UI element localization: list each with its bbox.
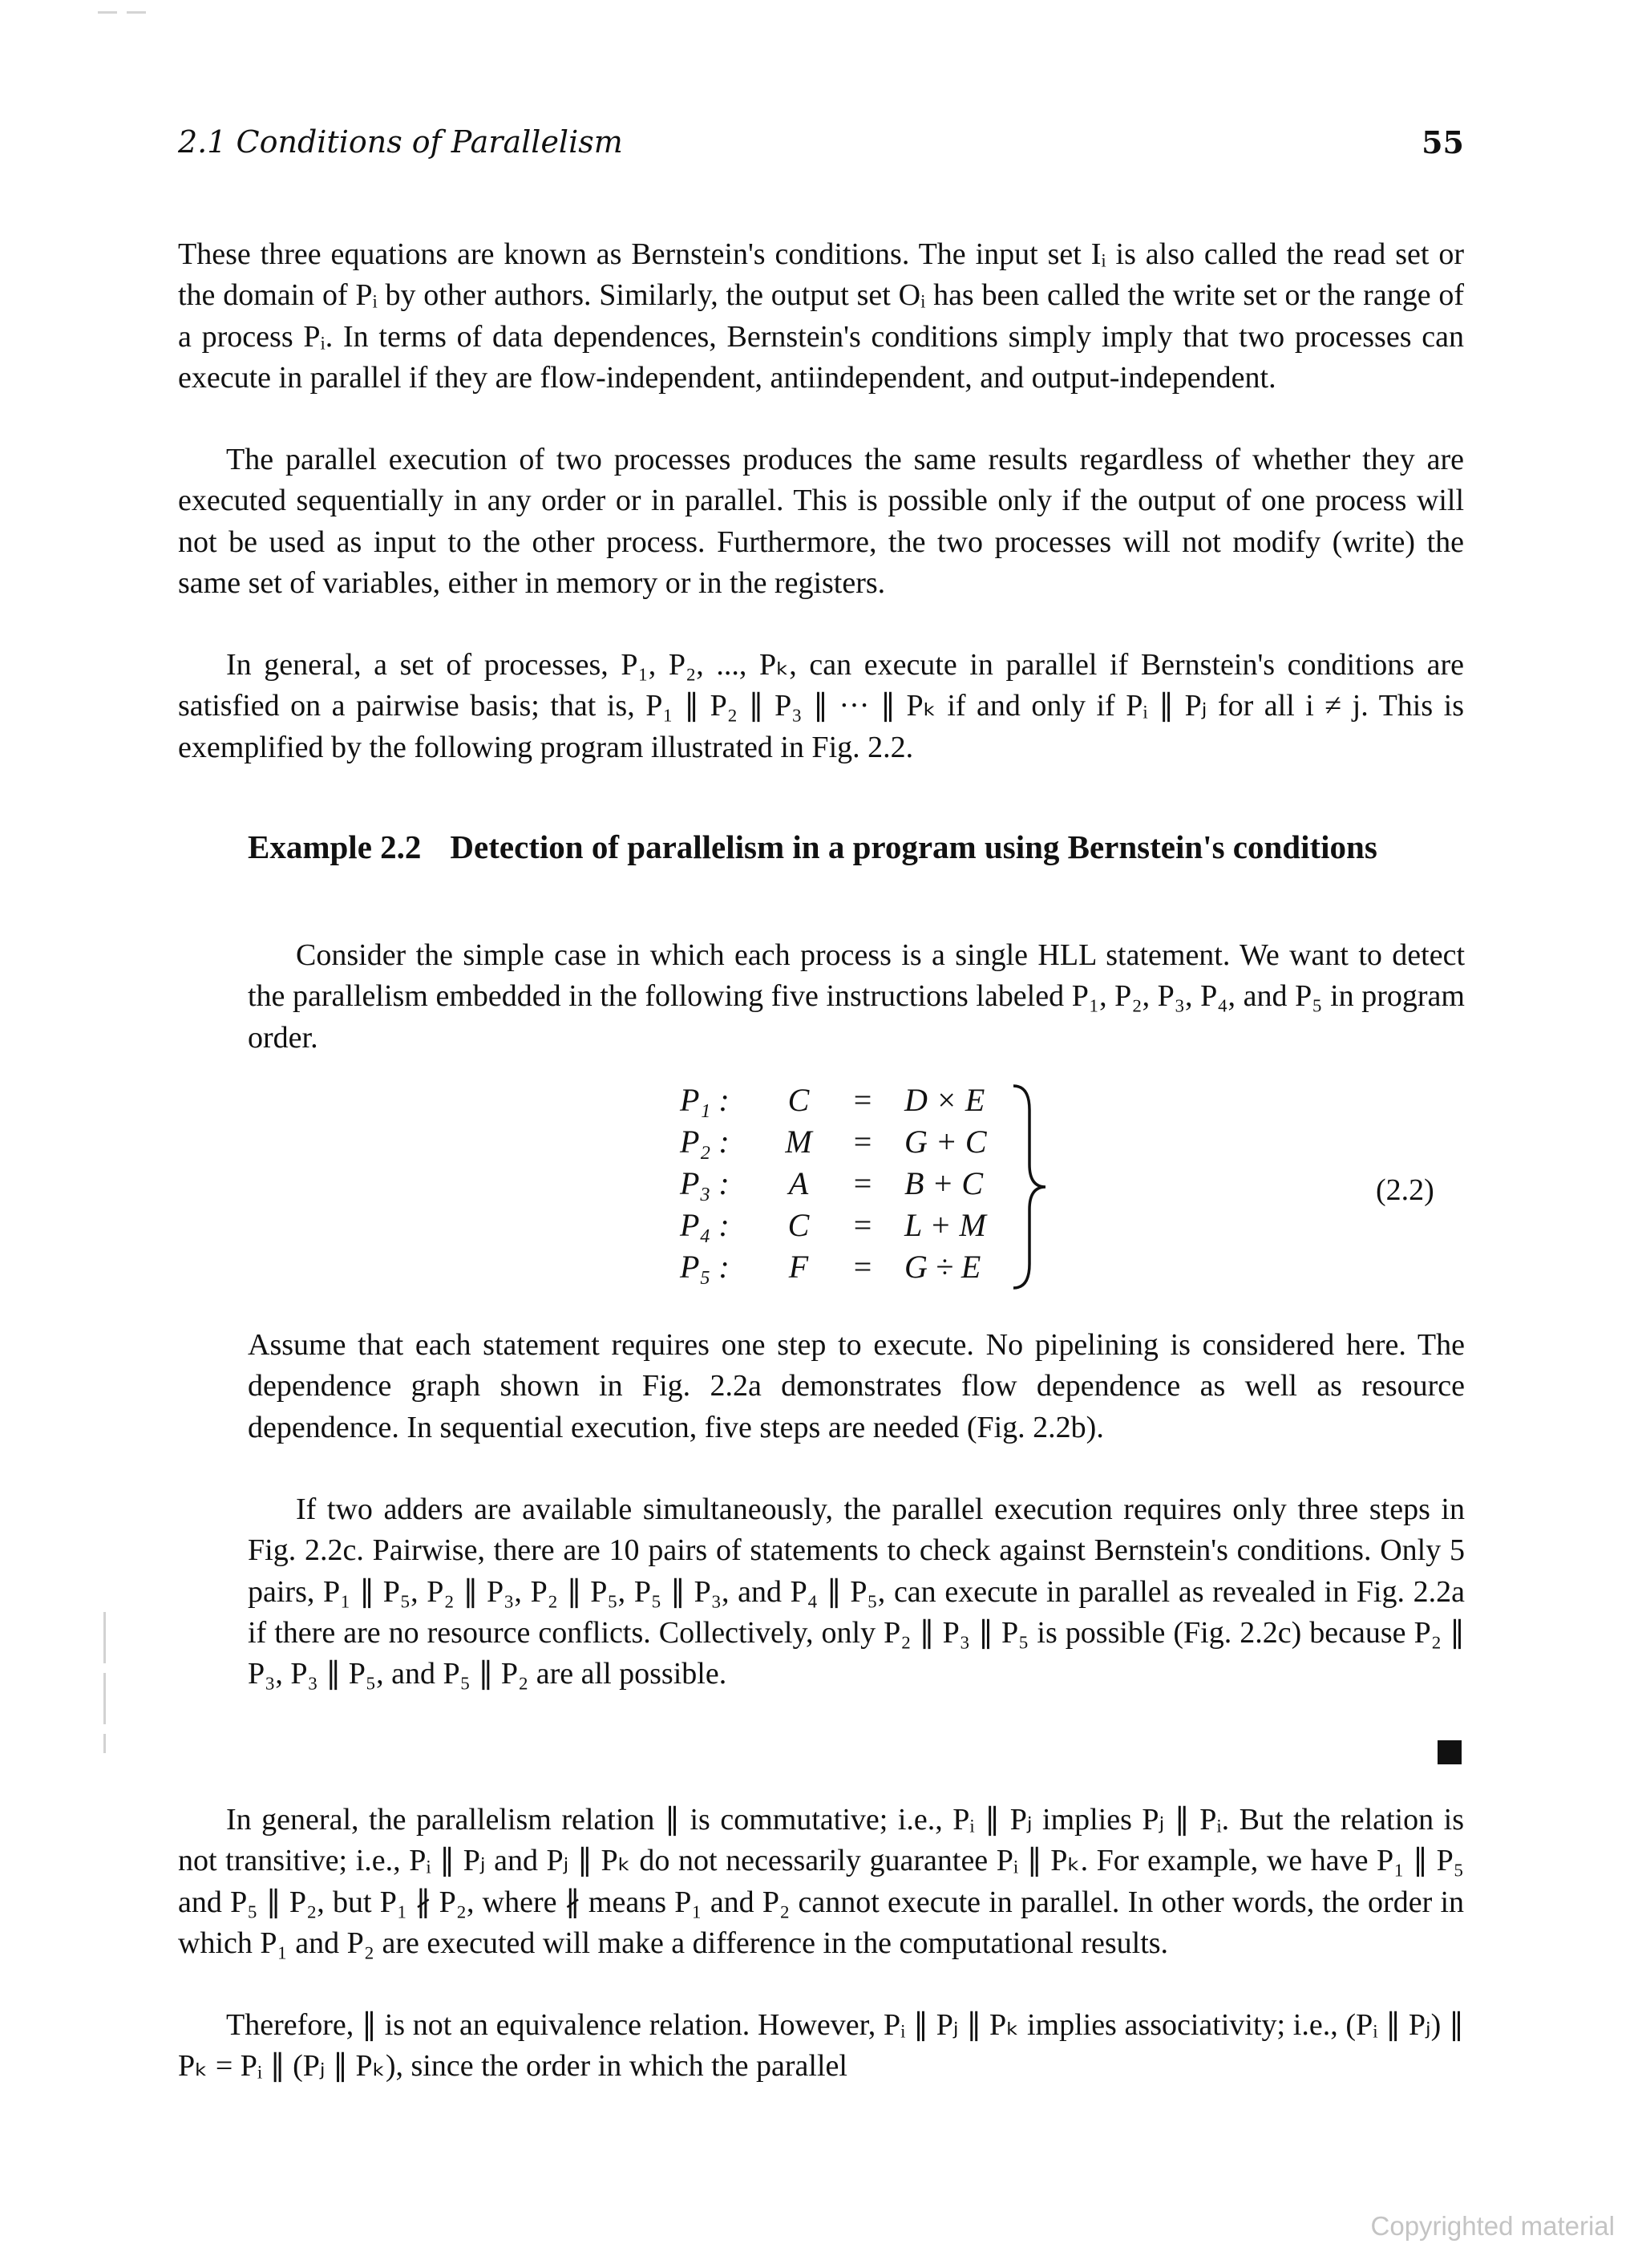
equals-sign: = <box>853 1124 872 1160</box>
margin-rule <box>103 1673 106 1724</box>
paragraph: Therefore, ∥ is not an equivalence relation. However, Pᵢ ∥ Pⱼ ∥ Pₖ implies associativity; i.e., (Pᵢ ∥ Pⱼ) ∥ Pₖ = Pᵢ ∥ (Pⱼ ∥ Pₖ), since the order in which the parallel <box>178 2008 1464 2084</box>
statement-label: P₁ : <box>680 1082 730 1118</box>
statement-label: P₄ : <box>680 1207 730 1243</box>
scan-marks <box>98 11 149 16</box>
statement-lhs: C <box>787 1207 810 1243</box>
statement-label: P₅ : <box>680 1249 730 1285</box>
statement-rhs: D × E <box>904 1082 985 1118</box>
example-paragraph: If two adders are available simultaneously, the parallel execution requires only three steps in Fig. 2.2c. Pairwise, there are 10 pairs of statements to check against Bernstein's conditions. Only 5 pairs, P₁ ∥ P₅, P₂ ∥ P₃, P₂ ∥ P₅, P₅ ∥ P₃, and P₄ ∥ P₅, can execute in parallel as revealed in Fig. 2.2a if there are no resource conflicts. Collectively, only P₂ ∥ P₃ ∥ P₅ is possible (Fig. 2.2c) because P₂ ∥ P₃, P₃ ∥ P₅, and P₅ ∥ P₂ are all possible. <box>248 1492 1465 1691</box>
example-paragraph: Assume that each statement requires one step to execute. No pipelining is considered here. The dependence graph shown in Fig. 2.2a demonstrates flow dependence as well as resource dependence. In sequential execution, five steps are needed (Fig. 2.2b). <box>248 1328 1465 1444</box>
example-heading <box>248 826 1466 868</box>
statement-rhs: B + C <box>904 1165 984 1201</box>
copyright-watermark: Copyrighted material <box>1370 2211 1615 2241</box>
margin-rule <box>103 1734 106 1753</box>
margin-rule <box>103 1612 106 1663</box>
paragraph: The parallel execution of two processes produces the same results regardless of whether they are executed sequentially in any order or in parallel. This is possible only if the output of one process will not be used as input to the other process. Furthermore, the two processes will not modify (write) the same set of variables, either in memory or in the registers. <box>178 443 1464 600</box>
statement-rhs: L + M <box>904 1207 986 1243</box>
paragraph: In general, the parallelism relation ∥ is commutative; i.e., Pᵢ ∥ Pⱼ implies Pⱼ ∥ Pᵢ. But the relation is not transitive; i.e., Pᵢ ∥ Pⱼ and Pⱼ ∥ Pₖ do not necessarily guarantee Pᵢ ∥ Pₖ. For example, we have P₁ ∥ P₅ and P₅ ∥ P₂, but P₁ ∦ P₂, where ∦ means P₁ and P₂ cannot execute in parallel. In other words, the order in which P₁ and P₂ are executed will make a difference in the computational results. <box>178 1803 1464 1960</box>
end-of-example-mark <box>1438 1740 1462 1764</box>
equals-sign: = <box>853 1207 872 1243</box>
statement-label: P₃ : <box>680 1165 730 1201</box>
statement-lhs: C <box>787 1082 810 1118</box>
statement-lhs: F <box>788 1249 809 1285</box>
running-title: 2.1 Conditions of Parallelism <box>178 124 623 160</box>
right-brace <box>1009 1081 1057 1293</box>
example-paragraph: Consider the simple case in which each process is a single HLL statement. We want to detect the parallelism embedded in the following five instructions labeled P₁, P₂, P₃, P₄, and P₅ in program order. <box>248 938 1465 1055</box>
example-title: Detection of parallelism in a program using Bernstein's conditions <box>450 828 1377 865</box>
page-number: 55 <box>1422 124 1464 160</box>
statement-rhs: G + C <box>904 1124 987 1160</box>
equals-sign: = <box>853 1165 872 1201</box>
example-label: Example 2.2 <box>248 828 422 865</box>
paragraph: In general, a set of processes, P₁, P₂, ..., Pₖ, can execute in parallel if Bernstein's conditions are satisfied on a pairwise basis; that is, P₁ ∥ P₂ ∥ P₃ ∥ ··· ∥ Pₖ if and only if Pᵢ ∥ Pⱼ for all i ≠ j. This is exemplified by the following program illustrated in Fig. 2.2. <box>178 648 1464 764</box>
page-header <box>178 124 1464 164</box>
paragraph: These three equations are known as Bernstein's conditions. The input set Iᵢ is also called the read set or the domain of Pᵢ by other authors. Similarly, the output set Oᵢ has been called the write set or the range of a process Pᵢ. In terms of data dependences, Bernstein's conditions simply imply that two processes can execute in parallel if they are flow-independent, antiindependent, and output-independent. <box>178 237 1464 395</box>
statement-label: P₂ : <box>680 1124 730 1160</box>
equals-sign: = <box>853 1082 872 1118</box>
statement-rhs: G ÷ E <box>904 1249 981 1285</box>
statement-lhs: M <box>785 1124 812 1160</box>
equation-number: (2.2) <box>1376 1173 1434 1207</box>
equals-sign: = <box>853 1249 872 1285</box>
statement-lhs: A <box>788 1165 809 1201</box>
